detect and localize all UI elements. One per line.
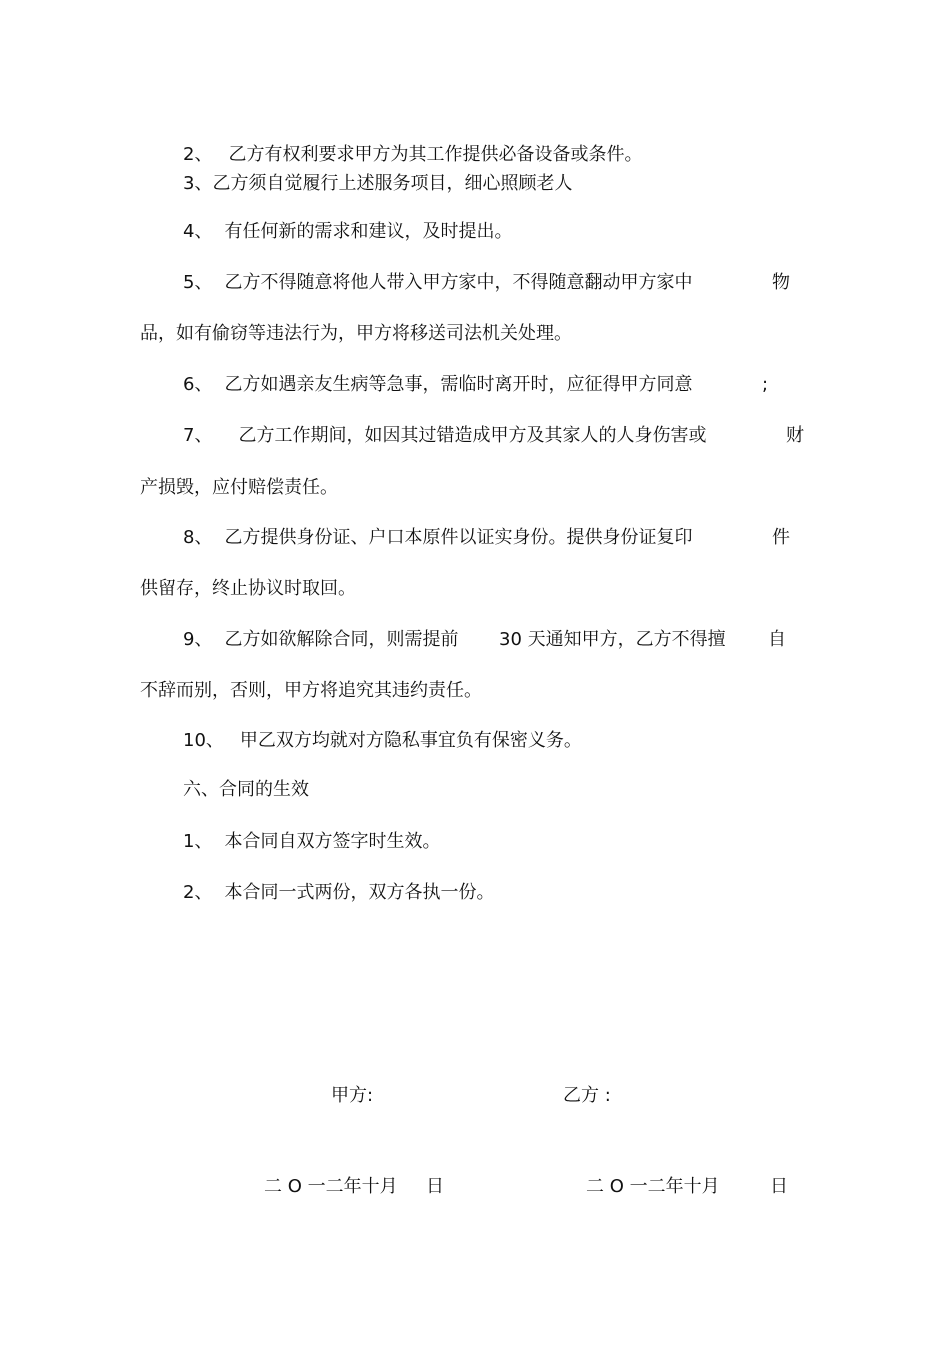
item-number: 2、 <box>183 882 213 903</box>
clause-number: 4、 <box>183 221 213 242</box>
clause-text: 有任何新的需求和建议，及时提出。 <box>224 221 513 242</box>
clause-text: 乙方工作期间，如因其过错造成甲方及其家人的人身伤害或 <box>238 425 707 446</box>
clause-text: 乙方须自觉履行上述服务项目，细心照顾老人 <box>212 173 573 194</box>
section-heading: 六、合同的生效 <box>183 779 309 800</box>
clause-8 <box>183 526 692 550</box>
clause-number: 6、 <box>183 374 213 395</box>
party-a-date: 二 O 一二年十月 <box>264 1176 398 1197</box>
clause-9 <box>183 628 458 652</box>
clause-6-tail: ; <box>762 374 769 395</box>
clause-text: 乙方如遇亲友生病等急事，需临时离开时，应征得甲方同意 <box>224 374 693 395</box>
clause-3 <box>183 172 572 196</box>
clause-number: 5、 <box>183 272 213 293</box>
party-b-label: 乙方 : <box>563 1085 611 1106</box>
clause-number: 10、 <box>183 730 224 751</box>
clause-9-mid: 30 天通知甲方，乙方不得擅 <box>499 629 726 650</box>
item-number: 1、 <box>183 831 213 852</box>
party-a-date-day: 日 <box>426 1176 444 1197</box>
clause-7-continuation: 产损毁，应付赔偿责任。 <box>140 477 338 498</box>
clause-text: 乙方有权利要求甲方为其工作提供必备设备或条件。 <box>228 144 643 165</box>
clause-6 <box>183 373 692 397</box>
clause-9-continuation: 不辞而别，否则，甲方将追究其违约责任。 <box>140 680 482 701</box>
section-item-1 <box>183 830 440 854</box>
party-b-date-day: 日 <box>770 1176 788 1197</box>
clause-number: 8、 <box>183 527 213 548</box>
section-item-2 <box>183 881 494 905</box>
clause-number: 3、 <box>183 173 213 194</box>
clause-text: 甲乙双方均就对方隐私事宜负有保密义务。 <box>239 730 582 751</box>
item-text: 本合同自双方签字时生效。 <box>224 831 441 852</box>
clause-4 <box>183 220 512 244</box>
clause-5-continuation: 品，如有偷窃等违法行为，甲方将移送司法机关处理。 <box>140 323 572 344</box>
clause-8-continuation: 供留存，终止协议时取回。 <box>140 578 356 599</box>
clause-2 <box>183 143 642 167</box>
party-b-date: 二 O 一二年十月 <box>586 1176 720 1197</box>
clause-text: 乙方提供身份证、户口本原件以证实身份。提供身份证复印 <box>224 527 693 548</box>
clause-8-tail: 件 <box>772 527 790 548</box>
clause-text: 乙方如欲解除合同，则需提前 <box>224 629 459 650</box>
clause-9-tail: 自 <box>768 629 786 650</box>
clause-10 <box>183 729 582 753</box>
item-text: 本合同一式两份，双方各执一份。 <box>224 882 495 903</box>
clause-text: 乙方不得随意将他人带入甲方家中，不得随意翻动甲方家中 <box>224 272 693 293</box>
clause-5 <box>183 271 692 295</box>
clause-number: 9、 <box>183 629 213 650</box>
clause-7-tail: 财 <box>786 425 804 446</box>
party-a-label: 甲方: <box>331 1085 374 1106</box>
clause-5-tail: 物 <box>772 272 790 293</box>
clause-7 <box>183 424 706 448</box>
clause-number: 2、 <box>183 144 213 165</box>
clause-number: 7、 <box>183 425 213 446</box>
